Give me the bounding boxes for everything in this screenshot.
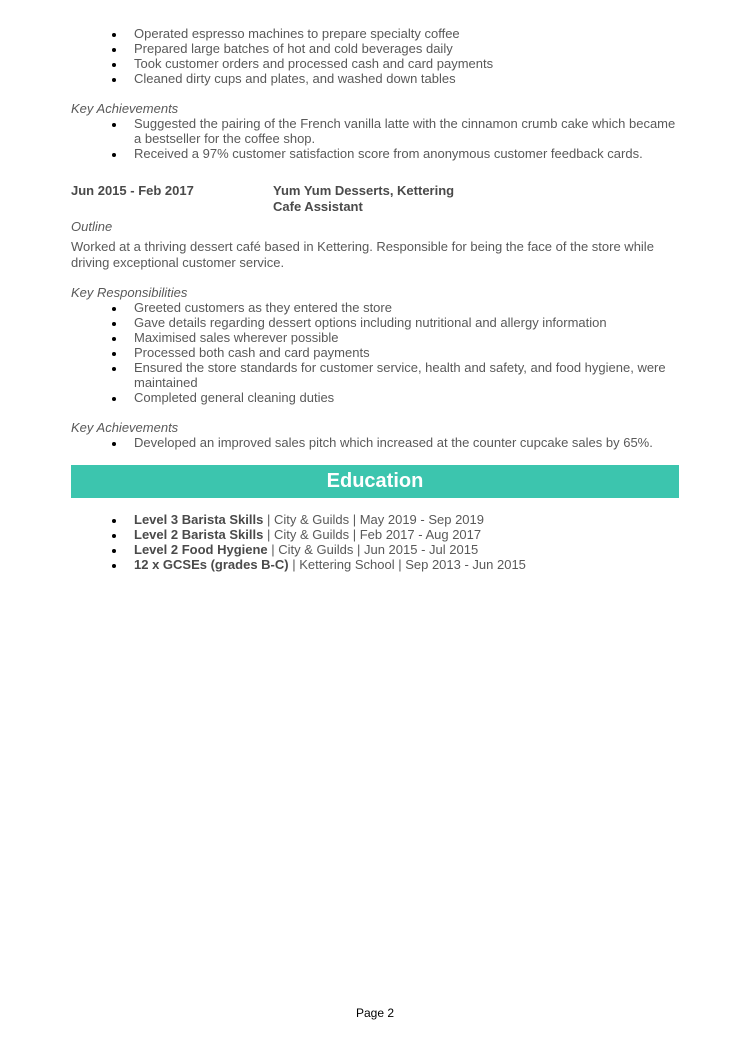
responsibilities-label: Key Responsibilities [71, 285, 188, 300]
qualification-details: | City & Guilds | May 2019 - Sep 2019 [263, 512, 484, 527]
qualification-name: 12 x GCSEs (grades B-C) [134, 557, 289, 572]
list-item: Greeted customers as they entered the store [134, 300, 679, 315]
prev-responsibilities-list [71, 26, 679, 86]
job-dates: Jun 2015 - Feb 2017 [71, 183, 194, 198]
list-item: Cleaned dirty cups and plates, and washed down tables [134, 71, 679, 86]
qualification-details: | Kettering School | Sep 2013 - Jun 2015 [288, 557, 526, 572]
page-number: Page 2 [355, 1006, 395, 1020]
responsibilities-list [71, 300, 679, 405]
education-list [71, 512, 679, 572]
resume-page [71, 26, 679, 572]
list-item: Completed general cleaning duties [134, 390, 679, 405]
job-header [71, 183, 679, 215]
prev-achievements-label: Key Achievements [71, 101, 179, 116]
qualification-name: Level 2 Barista Skills [134, 527, 264, 542]
job-employer: Yum Yum Desserts, Kettering [273, 183, 455, 198]
list-item: Processed both cash and card payments [134, 345, 679, 360]
prev-achievements-list [71, 116, 679, 161]
list-item: Suggested the pairing of the French vanilla latte with the cinnamon crumb cake which became a bestseller for the coffee shop. [134, 116, 679, 146]
education-heading: Education [326, 470, 424, 492]
list-item: Gave details regarding dessert options including nutritional and allergy information [134, 315, 679, 330]
education-item [134, 557, 679, 572]
education-item [134, 542, 679, 557]
job-title: Cafe Assistant [273, 199, 363, 214]
education-section-header [71, 465, 679, 498]
list-item: Took customer orders and processed cash and card payments [134, 56, 679, 71]
list-item: Maximised sales wherever possible [134, 330, 679, 345]
qualification-name: Level 2 Food Hygiene [134, 542, 268, 557]
education-item [134, 512, 679, 527]
list-item: Developed an improved sales pitch which increased at the counter cupcake sales by 65%. [134, 435, 679, 450]
list-item: Prepared large batches of hot and cold beverages daily [134, 41, 679, 56]
qualification-details: | City & Guilds | Jun 2015 - Jul 2015 [267, 542, 479, 557]
list-item: Received a 97% customer satisfaction score from anonymous customer feedback cards. [134, 146, 679, 161]
list-item: Ensured the store standards for customer service, health and safety, and food hygiene, were maintained [134, 360, 679, 390]
outline-label: Outline [71, 219, 113, 234]
list-item: Operated espresso machines to prepare specialty coffee [134, 26, 679, 41]
achievements-list [71, 435, 679, 450]
achievements-label: Key Achievements [71, 420, 179, 435]
qualification-details: | City & Guilds | Feb 2017 - Aug 2017 [263, 527, 482, 542]
qualification-name: Level 3 Barista Skills [134, 512, 264, 527]
outline-text: Worked at a thriving dessert café based in Kettering. Responsible for being the face of the store while driving exceptional customer service. [71, 239, 654, 270]
education-item [134, 527, 679, 542]
